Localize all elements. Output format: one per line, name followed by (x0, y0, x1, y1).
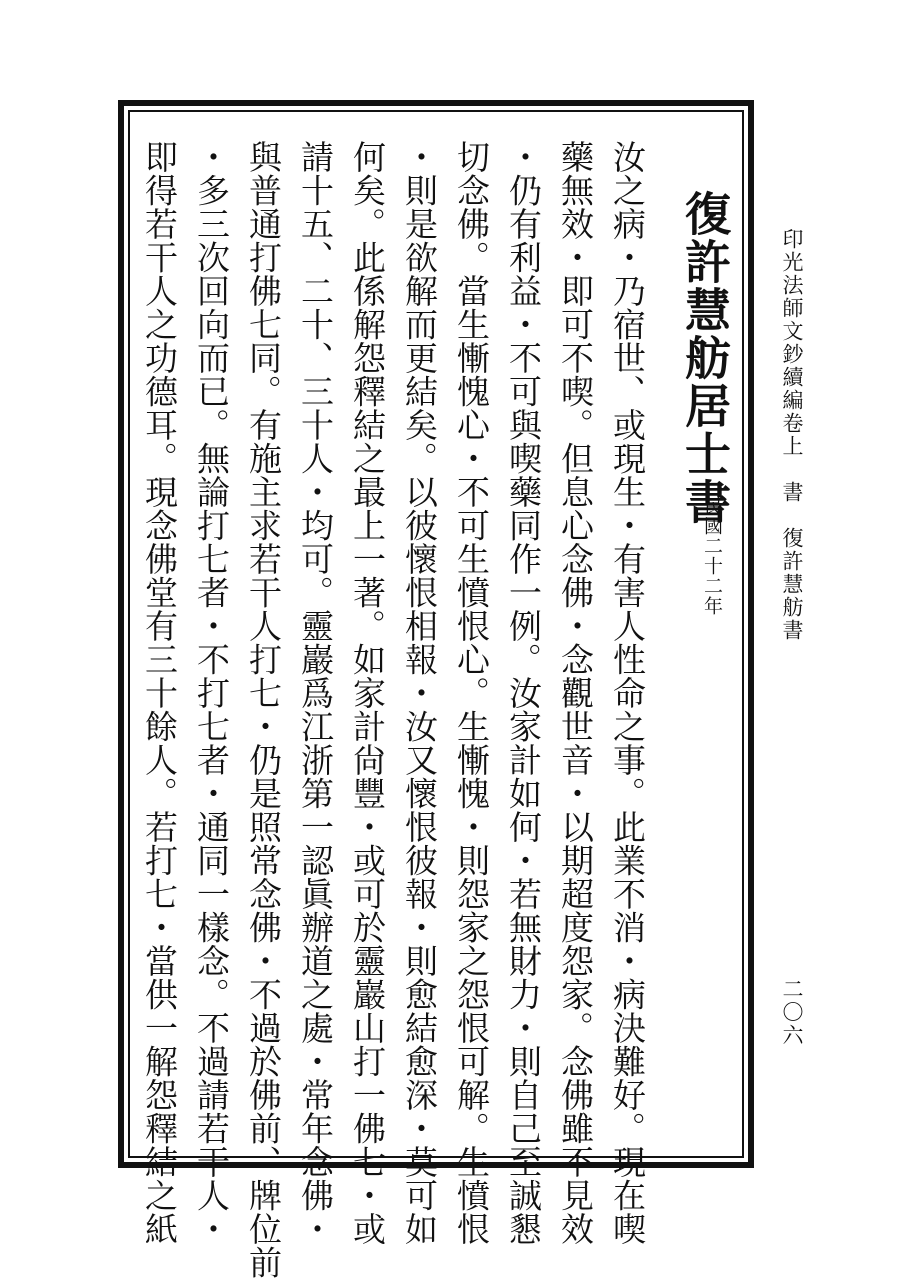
text-column-3: ・仍有利益・不可與喫藥同作一例。汝家計如何・若無財力・則自己至誠懇 (504, 140, 543, 1246)
letter-title: 復許慧舫居士書 (678, 190, 732, 526)
text-column-4: 切念佛。當生慚愧心・不可生憤恨心。生慚愧・則怨家之怨恨可解。生憤恨 (452, 140, 491, 1246)
letter-date: 民國二十二年 (701, 496, 723, 616)
text-column-2: 藥無效・即可不喫。但息心念佛・念觀世音・以期超度怨家。念佛雖不見效 (556, 140, 595, 1246)
text-column-10: 即得若干人之功德耳。現念佛堂有三十餘人。若打七・當供一解怨釋結之紙 (140, 140, 179, 1246)
text-column-9: ・多三次回向而已。無論打七者・不打七者・通同一樣念。不過請若干人・ (192, 140, 231, 1246)
page-number: 二〇六 (780, 978, 804, 1047)
text-column-8: 與普通打佛七同。有施主求若干人打七・仍是照常念佛・不過於佛前、牌位前 (244, 140, 283, 1279)
running-head: 印光法師文鈔續編卷上 書 復許慧舫書 (780, 228, 804, 642)
text-column-1: 汝之病・乃宿世、或現生・有害人性命之事。此業不消・病決難好。現在喫 (608, 140, 647, 1246)
text-column-5: ・則是欲解而更結矣。以彼懷恨相報・汝又懷恨彼報・則愈結愈深・莫可如 (400, 140, 439, 1246)
text-column-6: 何矣。此係解怨釋結之最上一著。如家計尙豐・或可於靈巖山打一佛七・或 (348, 140, 387, 1246)
text-column-7: 請十五、二十、三十人・均可。靈巖爲江浙第一認眞辦道之處・常年念佛・ (296, 140, 335, 1246)
